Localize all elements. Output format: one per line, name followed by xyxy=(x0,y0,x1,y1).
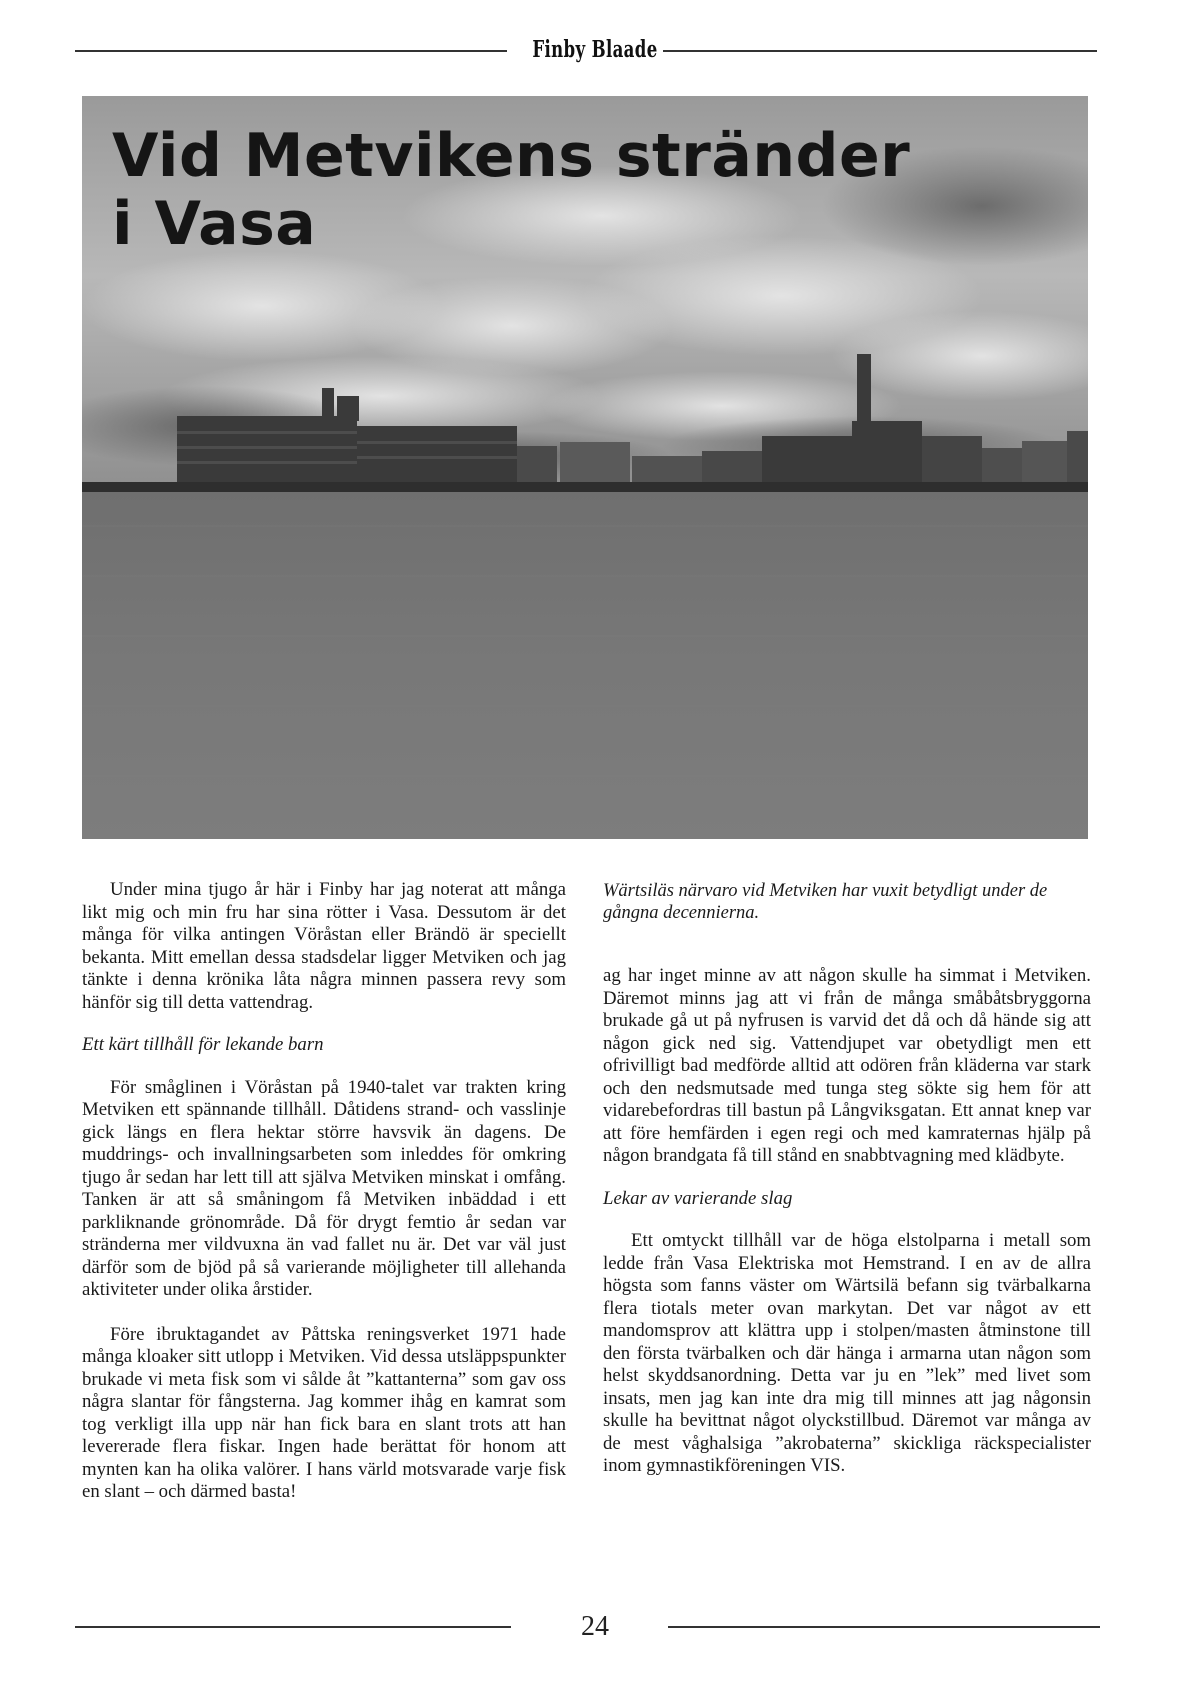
page-number: 24 xyxy=(581,1611,609,1642)
footer-rule-right xyxy=(668,1626,1100,1628)
article-title-line1: Vid Metvikens stränder xyxy=(112,121,911,191)
paragraph: Ett omtyckt tillhåll var de höga elstolparna i metall som ledde från Vasa Elektriska mot Hemstrand. I en av de allra högsta som fanns väster om Wärtsilä befann sig tvärbalkarna flera tiotals meter ovan markytan. Det var något av ett mandomsprov att klättra upp i stolpen/masten åtminstone till den första tvärbalken och där hänga i armarna utan någon som helst skyddsanordning. Detta var ju en ”lek” med livet som insats, men jag kan inte dra mig till minnes att jag någonsin skulle ha bevittnat något olyckstillbud. Däremot var många av de mest våghalsiga ”akrobaterna” skickliga räckspecialister inom gymnastikföreningen VIS. xyxy=(603,1230,1091,1476)
article-column-left xyxy=(82,879,566,1504)
header-rule-right xyxy=(663,50,1097,52)
paragraph: ag har inget minne av att någon skulle ha simmat i Metviken. Däremot minns jag att vi från de många småbåtsbryggorna brukade gå ut på nyfrusen is varvid det då och då hände sig att någon gick ned sig. Vattendjupet var obetydligt men ett ofrivilligt bad medförde alltid att odören från kläderna var stark och den nedsmutsade med tunga steg sökte sig hem för att vidarebefordras till bastun på Långviksgatan. Ett annat knep var att före hemfärden i egen regi och med kamraternas hjälp på någon brandgata få till stånd en snabbtvagning med klädbyte. xyxy=(603,965,1091,1166)
subheading: Lekar av varierande slag xyxy=(603,1187,793,1209)
paragraph: Före ibruktagandet av Påttska reningsverket 1971 hade många kloaker sitt utlopp i Metviken. Vid dessa utsläppspunkter brukade vi meta fisk som vi sålde åt ”kattanterna” som gav oss några slantar för fångsterna. Jag kommer ihåg en kamrat som tog verkligt illa upp när han fick bara en slant trots att han levererade flera fiskar. Ingen hade berättat för honom att mynten kan ha olika valörer. I hans värld motsvarade varje fisk en slant – och därmed basta! xyxy=(82,1323,566,1502)
article-title xyxy=(112,122,910,258)
publication-name: Finby Blaade xyxy=(532,36,658,63)
photo-caption: Wärtsiläs närvaro vid Metviken har vuxit betydligt under de gångna decennierna. xyxy=(603,881,1048,923)
paragraph: Under mina tjugo år här i Finby har jag noterat att många likt mig och min fru har sina rötter i Vasa. Dessutom är det många för vilka antingen Vöråstan eller Brändö är speciellt bekanta. Mitt emellan dessa stadsdelar ligger Metviken och jag tänkte i denna krönika låta några minnen passera revy som hänför sig till detta vattendrag. xyxy=(82,879,566,1013)
subheading: Ett kärt tillhåll för lekande barn xyxy=(82,1034,324,1055)
footer-rule-left xyxy=(75,1626,511,1628)
article-column-right xyxy=(603,965,1091,1478)
article-title-line2: i Vasa xyxy=(112,189,317,259)
paragraph: För småglinen i Vöråstan på 1940-talet var trakten kring Metviken ett spännande tillhåll. Dåtidens strand- och vasslinje gick längs en flera hektar större havsvik än dagens. De muddrings- och invallningsarbeten som inleddes för omkring tjugo år sedan har lett till att själva Metviken minskat i omfång. Tanken är att så småningom få Metviken inbäddad i ett parkliknande grönområde. Då för drygt femtio år sedan var stränderna mer vildvuxna än vad fallet nu är. Det var väl just därför som de bjöd på så varierande möjligheter till allehanda aktiviteter under olika årstider. xyxy=(82,1076,566,1300)
